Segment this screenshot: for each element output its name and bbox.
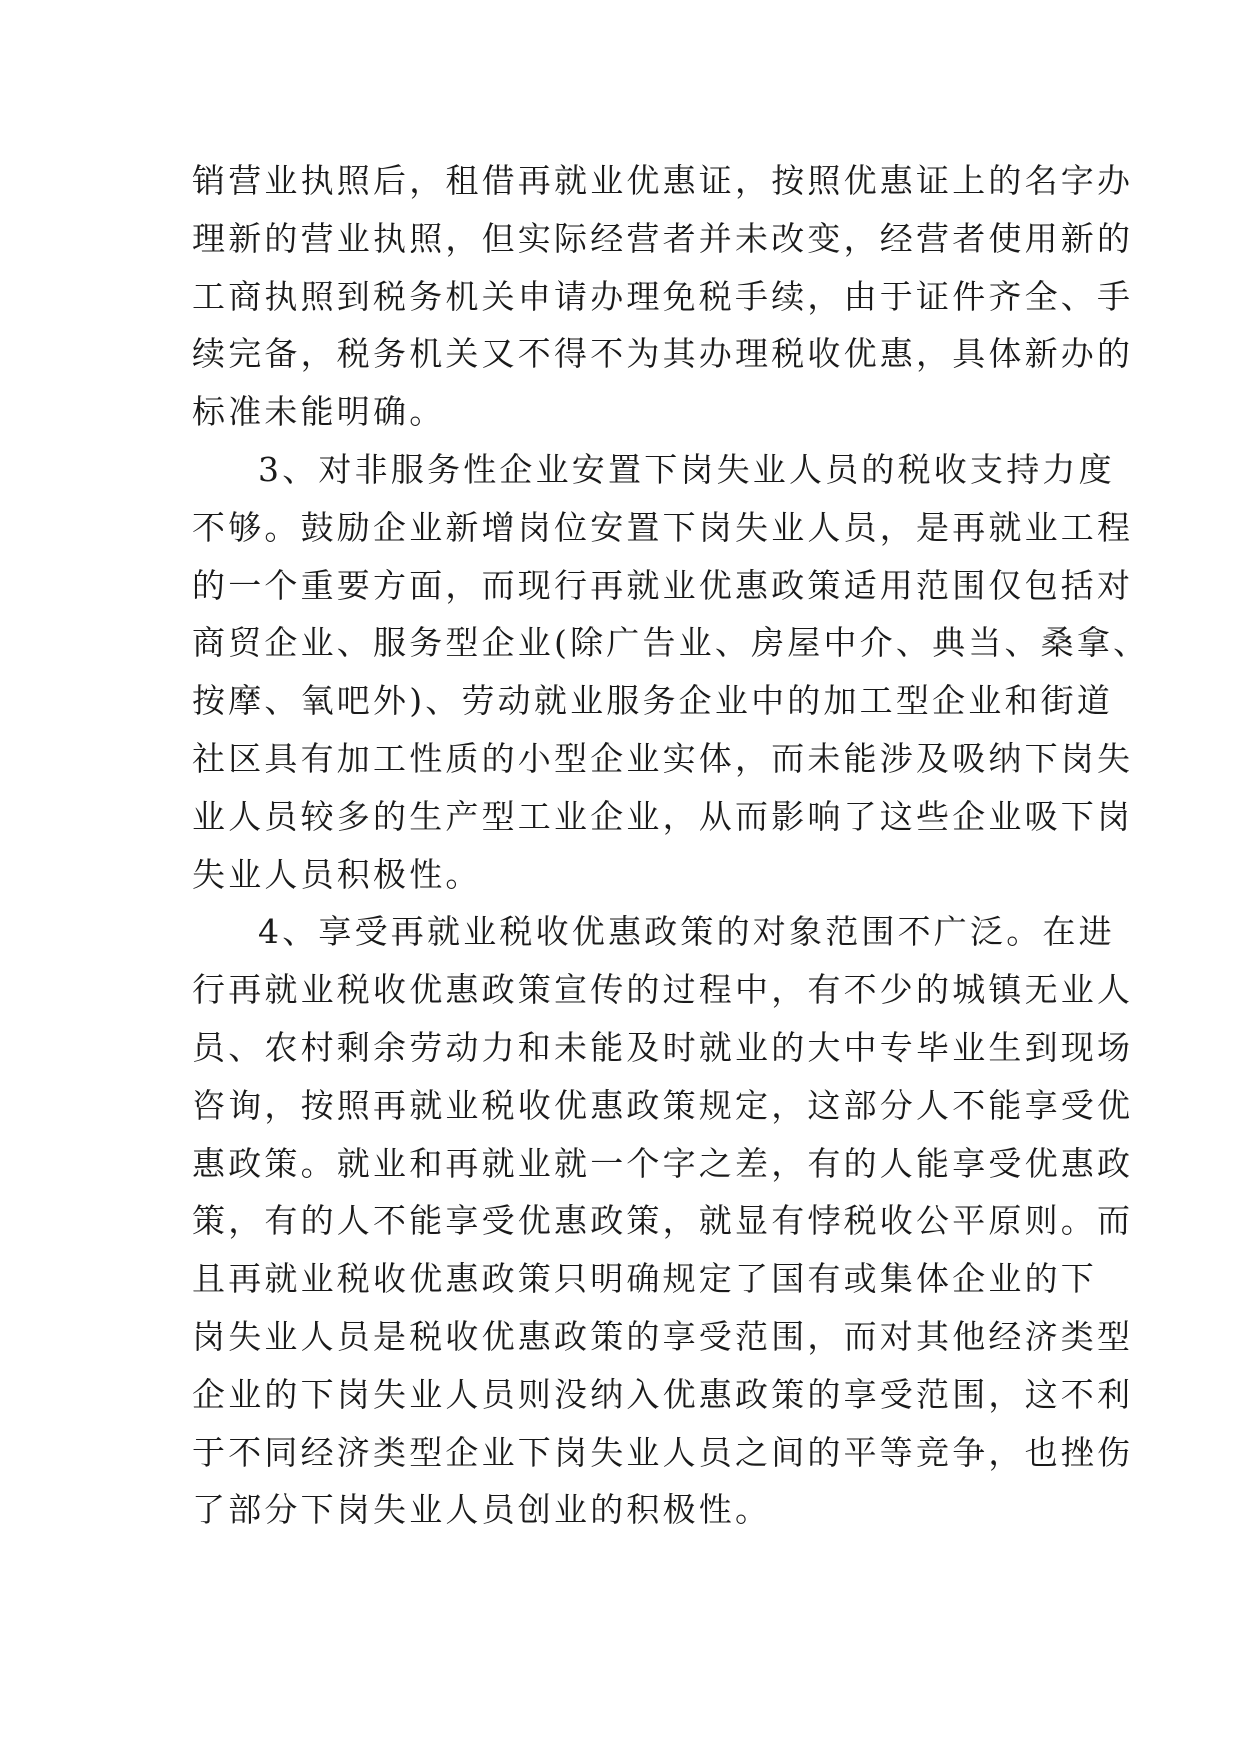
text-line: 策，有的人不能享受优惠政策，就显有悖税收公平原则。而: [192, 1201, 1134, 1241]
paragraph-2: [192, 441, 1150, 903]
text-line: 工商执照到税务机关申请办理免税手续，由于证件齐全、手: [192, 276, 1134, 316]
text-line: 按摩、氧吧外)、劳动就业服务企业中的加工型企业和街道: [192, 681, 1114, 721]
text-line: 标准未能明确。: [192, 392, 446, 432]
paragraph-1: [192, 152, 1134, 441]
text-line: 理新的营业执照，但实际经营者并未改变，经营者使用新的: [192, 218, 1134, 258]
text-line: 惠政策。就业和再就业就一个字之差，有的人能享受优惠政: [192, 1143, 1134, 1183]
text-line: 社区具有加工性质的小型企业实体，而未能涉及吸纳下岗失: [192, 738, 1134, 778]
text-line: 3、对非服务性企业安置下岗失业人员的税收支持力度: [258, 449, 1115, 489]
text-line: 失业人员积极性。: [192, 854, 482, 894]
paragraph-3: [192, 903, 1134, 1539]
text-line: 4、享受再就业税收优惠政策的对象范围不广泛。在进: [258, 912, 1115, 952]
text-line: 业人员较多的生产型工业企业，从而影响了这些企业吸下岗: [192, 796, 1134, 836]
text-line: 行再就业税收优惠政策宣传的过程中，有不少的城镇无业人: [192, 970, 1134, 1010]
text-line: 续完备，税务机关又不得不为其办理税收优惠，具体新办的: [192, 334, 1134, 374]
text-line: 销营业执照后，租借再就业优惠证，按照优惠证上的名字办: [192, 161, 1134, 200]
text-line: 的一个重要方面，而现行再就业优惠政策适用范围仅包括对: [192, 565, 1134, 605]
text-line: 商贸企业、服务型企业(除广告业、房屋中介、典当、桑拿、: [192, 623, 1150, 663]
text-line: 员、农村剩余劳动力和未能及时就业的大中专毕业生到现场: [192, 1027, 1134, 1067]
text-line: 了部分下岗失业人员创业的积极性。: [192, 1490, 772, 1530]
text-line: 咨询，按照再就业税收优惠政策规定，这部分人不能享受优: [192, 1085, 1134, 1125]
text-line: 不够。鼓励企业新增岗位安置下岗失业人员，是再就业工程: [192, 507, 1134, 547]
document-body: [192, 152, 1150, 1539]
text-line: 于不同经济类型企业下岗失业人员之间的平等竞争，也挫伤: [192, 1432, 1134, 1472]
text-line: 且再就业税收优惠政策只明确规定了国有或集体企业的下: [192, 1259, 1097, 1299]
text-line: 岗失业人员是税收优惠政策的享受范围，而对其他经济类型: [192, 1316, 1134, 1356]
text-line: 企业的下岗失业人员则没纳入优惠政策的享受范围，这不利: [192, 1374, 1134, 1414]
